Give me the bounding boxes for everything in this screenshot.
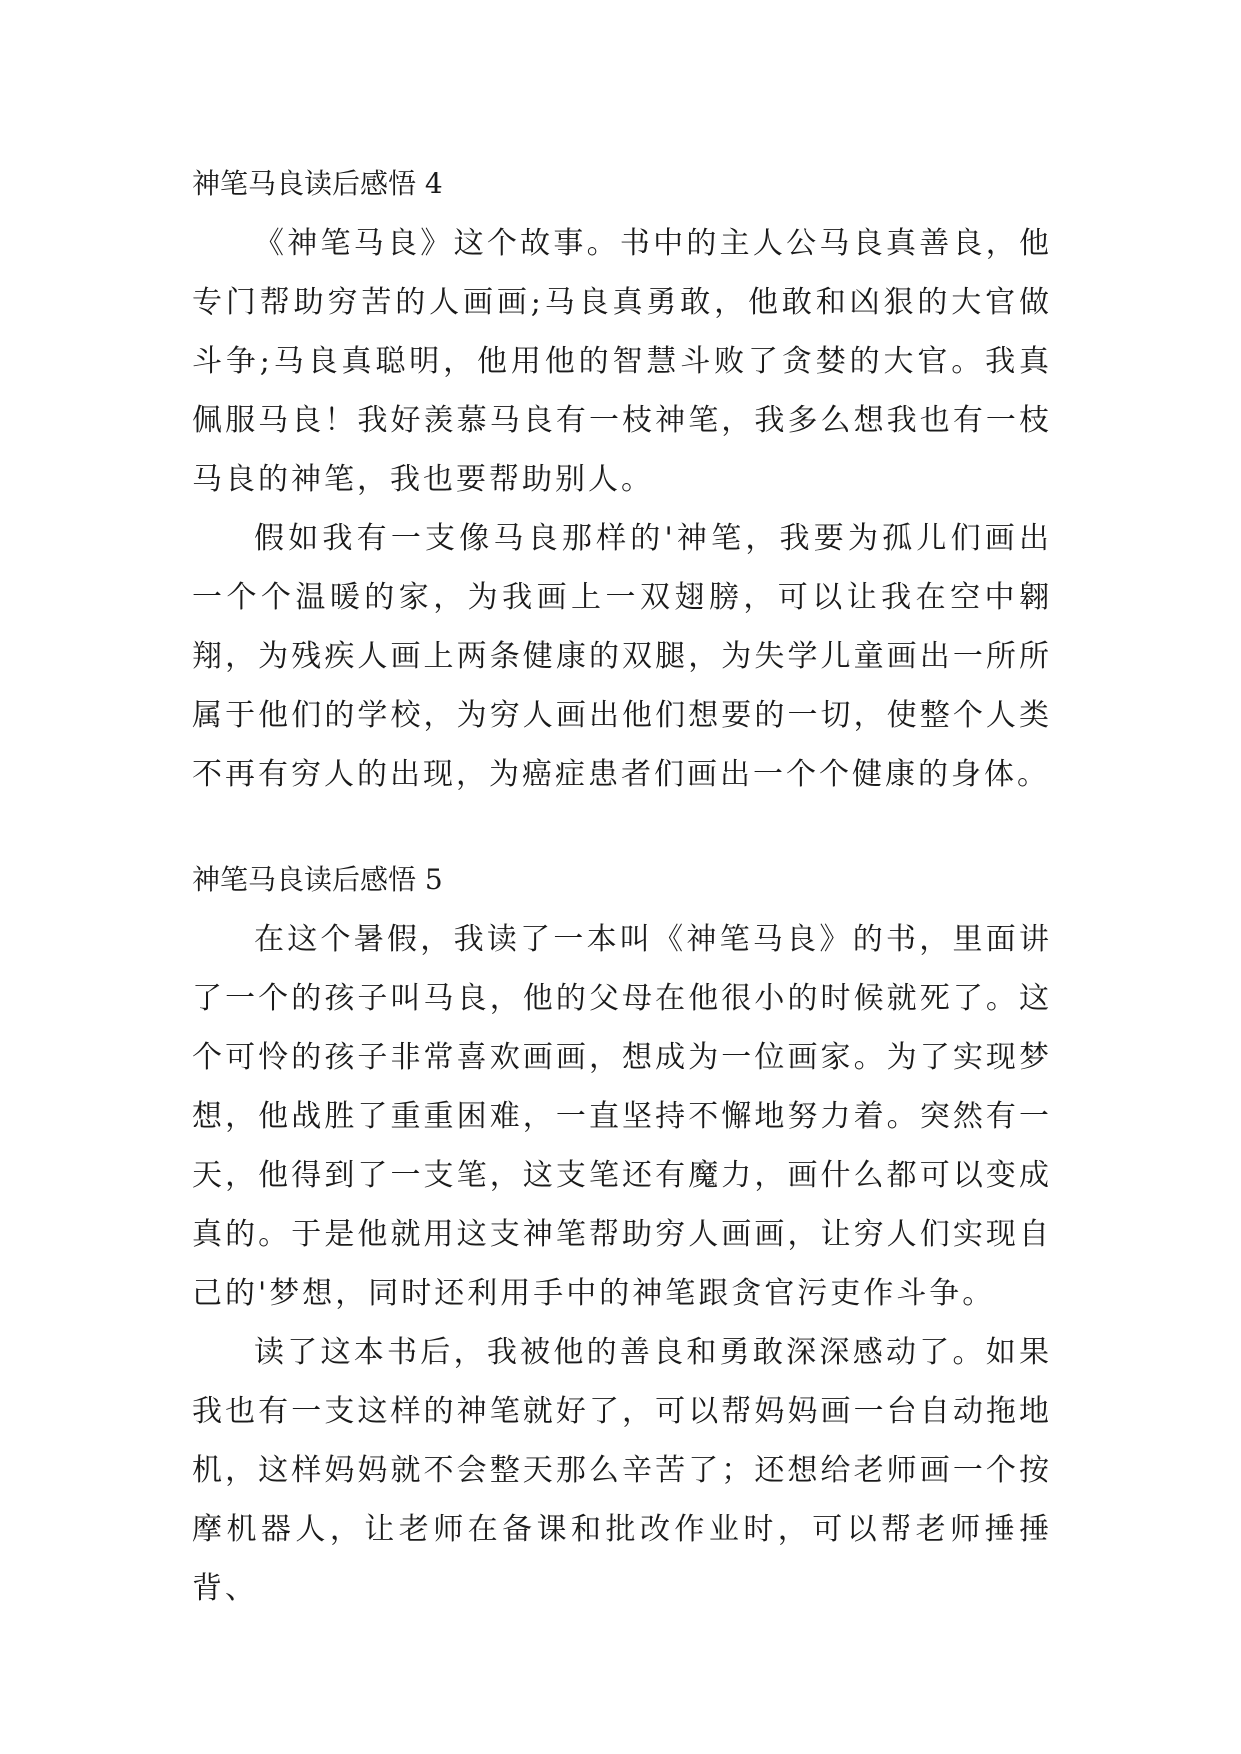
section-title: 神笔马良读后感悟 4 [192, 167, 443, 200]
paragraph: 《神笔马良》这个故事。书中的主人公马良真善良，他专门帮助穷苦的人画画;马良真勇敢，他敢和凶狠的大官做斗争;马良真聪明，他用他的智慧斗败了贪婪的大官。我真佩服马良！我好羡慕马良有一枝神笔，我多么想我也有一枝马良的神笔，我也要帮助别人。 [192, 226, 1052, 497]
essay-section-4 [192, 162, 1052, 804]
section-title: 神笔马良读后感悟 5 [192, 863, 443, 896]
paragraph: 假如我有一支像马良那样的'神笔，我要为孤儿们画出一个个温暖的家，为我画上一双翅膀，可以让我在空中翱翔，为残疾人画上两条健康的双腿，为失学儿童画出一所所属于他们的学校，为穷人画出他们想要的一切，使整个人类不再有穷人的出现，为癌症患者们画出一个个健康的身体。 [192, 521, 1052, 792]
essay-section-5 [192, 858, 1052, 1618]
paragraph: 在这个暑假，我读了一本叫《神笔马良》的书，里面讲了一个的孩子叫马良，他的父母在他很小的时候就死了。这个可怜的孩子非常喜欢画画，想成为一位画家。为了实现梦想，他战胜了重重困难，一直坚持不懈地努力着。突然有一天，他得到了一支笔，这支笔还有魔力，画什么都可以变成真的。于是他就用这支神笔帮助穷人画画，让穷人们实现自己的'梦想，同时还利用手中的神笔跟贪官污吏作斗争。 [192, 922, 1052, 1311]
paragraph: 读了这本书后，我被他的善良和勇敢深深感动了。如果我也有一支这样的神笔就好了，可以帮妈妈画一台自动拖地机，这样妈妈就不会整天那么辛苦了；还想给老师画一个按摩机器人，让老师在备课和批改作业时，可以帮老师捶捶背、 [192, 1335, 1052, 1606]
